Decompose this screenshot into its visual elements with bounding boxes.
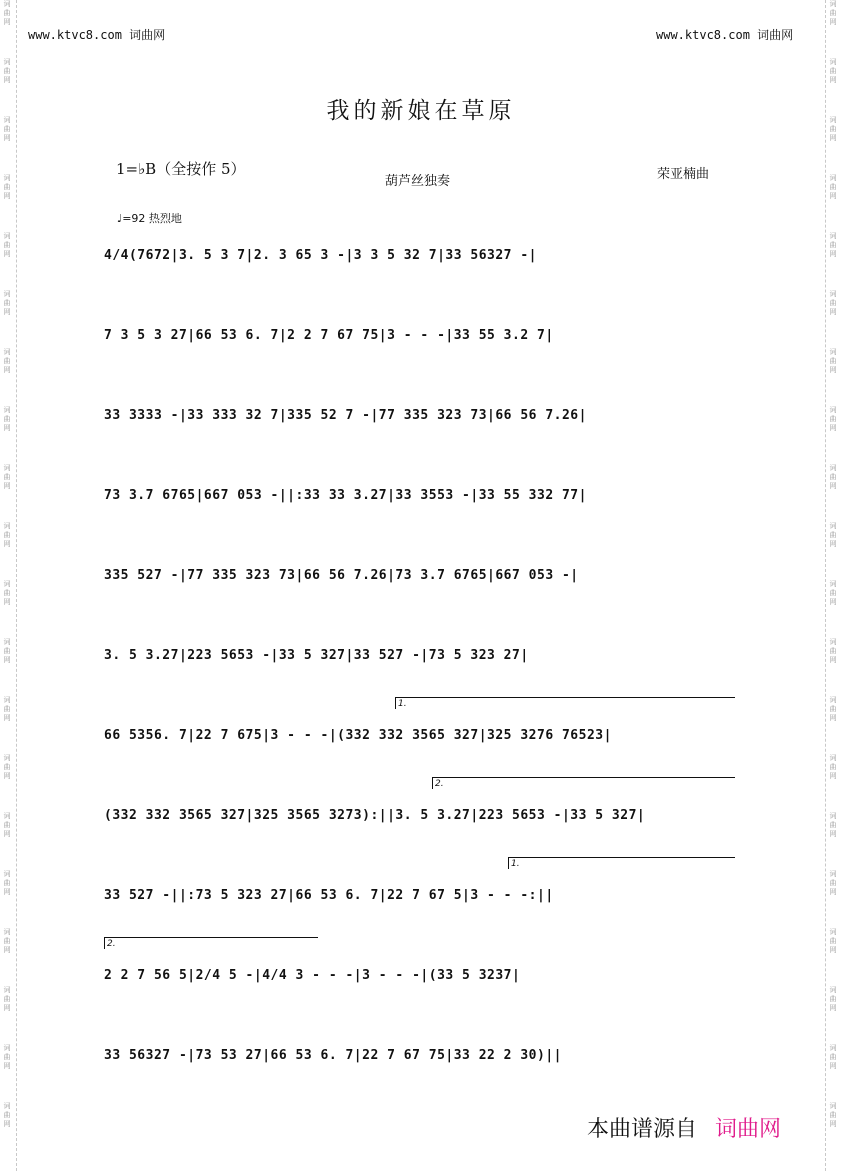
header-site-right: www.ktvc8.com 词曲网 [656, 28, 794, 42]
side-watermark-text: 词 曲 网 [3, 928, 11, 954]
key-signature: 1=♭B（全按作 5） [116, 160, 246, 178]
staff-line-5 [104, 560, 740, 600]
side-watermark-text: 词 曲 网 [3, 580, 11, 606]
subtitle: 葫芦丝独奏 [385, 174, 451, 189]
side-watermark-text: 词 曲 网 [829, 870, 837, 896]
staff-line-9 [104, 880, 740, 920]
side-watermark-text: 词 曲 网 [829, 522, 837, 548]
side-watermark-text: 词 曲 网 [3, 522, 11, 548]
side-watermark-text: 词 曲 网 [829, 638, 837, 664]
volta-number: 1. [511, 859, 520, 869]
source-footer [587, 1112, 781, 1143]
staff-notation: 2 2 7 56 5|2/4 5 -|4/4 3 - - -|3 - - -|(33 5 3237| [104, 968, 521, 983]
volta-bracket [395, 697, 735, 709]
side-watermark-text: 词 曲 网 [829, 116, 837, 142]
staff-line-2 [104, 320, 740, 360]
side-watermark-text: 词 曲 网 [829, 348, 837, 374]
side-watermark-text: 词 曲 网 [3, 348, 11, 374]
volta-number: 1. [398, 699, 407, 709]
volta-bracket [508, 857, 735, 869]
side-watermark-text: 词 曲 网 [829, 464, 837, 490]
side-watermark-text: 词 曲 网 [3, 870, 11, 896]
side-watermark-text: 词 曲 网 [3, 464, 11, 490]
side-watermark-text: 词 曲 网 [3, 754, 11, 780]
staff-line-11 [104, 1040, 740, 1080]
side-watermark-text: 词 曲 网 [3, 986, 11, 1012]
side-watermark-text: 词 曲 网 [829, 928, 837, 954]
composer: 荣亚楠曲 [657, 167, 710, 182]
staff-notation: 33 527 -||:73 5 323 27|66 53 6. 7|22 7 67 5|3 - - -:|| [104, 888, 554, 903]
staff-line-7 [104, 720, 740, 760]
side-watermark-text: 词 曲 网 [829, 0, 837, 26]
side-watermark-text: 词 曲 网 [3, 232, 11, 258]
footer-text: 本曲谱源自 [587, 1117, 698, 1142]
volta-number: 2. [435, 779, 444, 789]
side-watermark-text: 词 曲 网 [829, 986, 837, 1012]
volta-bracket [432, 777, 735, 789]
side-watermark-text: 词 曲 网 [3, 406, 11, 432]
side-watermark-text: 词 曲 网 [829, 1102, 837, 1128]
footer-brand-link[interactable]: 词曲网 [715, 1117, 782, 1142]
side-watermark-text: 词 曲 网 [829, 58, 837, 84]
volta-number: 2. [107, 939, 116, 949]
side-watermark-text: 词 曲 网 [3, 174, 11, 200]
staff-line-3 [104, 400, 740, 440]
staff-line-6 [104, 640, 740, 680]
staff-notation: 4/4(7672|3. 5 3 7|2. 3 65 3 -|3 3 5 32 7|33 56327 -| [104, 248, 537, 263]
side-watermark-text: 词 曲 网 [3, 58, 11, 84]
staff-line-10 [104, 960, 740, 1000]
staff-notation: 33 56327 -|73 53 27|66 53 6. 7|22 7 67 75|33 22 2 30)|| [104, 1048, 562, 1063]
side-watermark-text: 词 曲 网 [829, 812, 837, 838]
side-watermark-text: 词 曲 网 [829, 290, 837, 316]
side-watermark-text: 词 曲 网 [3, 812, 11, 838]
side-watermark-text: 词 曲 网 [3, 116, 11, 142]
staff-line-1 [104, 240, 740, 280]
side-watermark-text: 词 曲 网 [3, 0, 11, 26]
side-watermark-text: 词 曲 网 [3, 696, 11, 722]
staff-line-8 [104, 800, 740, 840]
tempo-marking: ♩=92 热烈地 [117, 212, 182, 225]
side-watermark-text: 词 曲 网 [829, 1044, 837, 1070]
staff-notation: (332 332 3565 327|325 3565 3273):||3. 5 3.27|223 5653 -|33 5 327| [104, 808, 646, 823]
side-watermark-text: 词 曲 网 [829, 754, 837, 780]
volta-bracket [104, 937, 318, 949]
page-title: 我的新娘在草原 [326, 98, 516, 124]
side-watermark-text: 词 曲 网 [829, 174, 837, 200]
staff-notation: 73 3.7 6765|667 053 -||:33 33 3.27|33 3553 -|33 55 332 77| [104, 488, 587, 503]
side-watermark-text: 词 曲 网 [3, 290, 11, 316]
header-site-left: www.ktvc8.com 词曲网 [28, 28, 166, 42]
staff-line-4 [104, 480, 740, 520]
side-watermark-text: 词 曲 网 [829, 232, 837, 258]
side-watermark-text: 词 曲 网 [829, 406, 837, 432]
staff-notation: 33 3333 -|33 333 32 7|335 52 7 -|77 335 323 73|66 56 7.26| [104, 408, 587, 423]
side-watermark-text: 词 曲 网 [3, 1044, 11, 1070]
side-watermark-text: 词 曲 网 [829, 580, 837, 606]
side-watermark-text: 词 曲 网 [3, 638, 11, 664]
staff-notation: 7 3 5 3 27|66 53 6. 7|2 2 7 67 75|3 - - -|33 55 3.2 7| [104, 328, 554, 343]
staff-notation: 66 5356. 7|22 7 675|3 - - -|(332 332 3565 327|325 3276 76523| [104, 728, 612, 743]
staff-notation: 335 527 -|77 335 323 73|66 56 7.26|73 3.7 6765|667 053 -| [104, 568, 579, 583]
side-watermark-text: 词 曲 网 [3, 1102, 11, 1128]
side-watermark-text: 词 曲 网 [829, 696, 837, 722]
staff-notation: 3. 5 3.27|223 5653 -|33 5 327|33 527 -|73 5 323 27| [104, 648, 529, 663]
